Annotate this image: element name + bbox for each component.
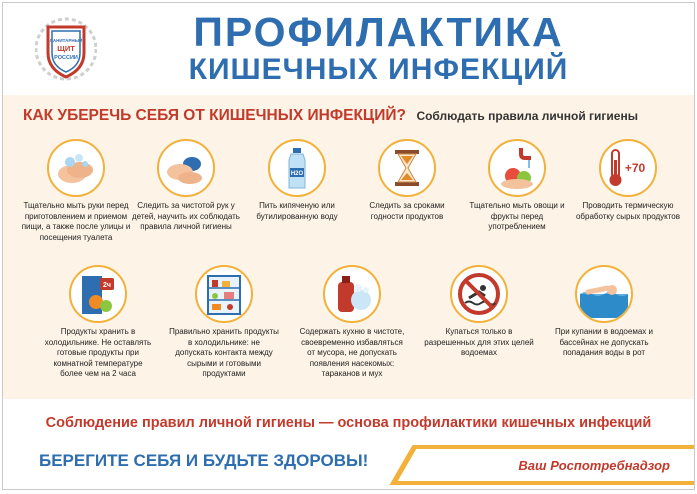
- tip-text: При купании в водоемах и бассейнах не допускать попадания воды в рот: [555, 327, 653, 357]
- tip-text: Содержать кухню в чистоте, своевременно избавляться от мусора, не допускать появления насекомых: тараканов и мух: [299, 327, 405, 378]
- tip-text: Следить за сроками годности продуктов: [369, 201, 445, 221]
- tip-text: Пить кипяченую или бутилированную воду: [256, 201, 338, 221]
- logo-line2: ЩИТ: [57, 44, 75, 53]
- hourglass-icon: [378, 139, 436, 197]
- tip-text: Купаться только в разрешенных для этих целей водоемах: [424, 327, 534, 357]
- logo-line3: РОССИИ: [54, 55, 78, 61]
- tip-clean-kitchen: [297, 265, 407, 380]
- hand-washing-icon: [47, 139, 105, 197]
- tip-text: Продукты хранить в холодильнике. Не оставлять готовые продукты при комнатной температуре более чем на 2 часа: [44, 327, 152, 378]
- footer-slogan: БЕРЕГИТЕ СЕБЯ И БУДЬТЕ ЗДОРОВЫ!: [39, 451, 369, 470]
- poster: [2, 2, 695, 490]
- header: [3, 3, 694, 95]
- bottle-label: H2O: [290, 171, 304, 177]
- tip-hand-washing: [21, 139, 131, 243]
- tip-wash-fruit: [462, 139, 572, 233]
- tip-heat: [573, 139, 683, 222]
- tip-text: Правильно хранить продукты в холодильнике: не допускать контакта между сырыми и готовыми продуктами: [169, 327, 279, 378]
- child-hands-icon: [157, 139, 215, 197]
- tip-fridge-shelves: [169, 265, 279, 380]
- subheading-question: КАК УБЕРЕЧЬ СЕБЯ ОТ КИШЕЧНЫХ ИНФЕКЦИЙ?: [23, 107, 406, 124]
- tip-no-water-mouth: [549, 265, 659, 359]
- subheading: [23, 107, 638, 125]
- fridge-shelves-icon: [195, 265, 253, 323]
- water-bottle-icon: [268, 139, 326, 197]
- footer-signature: Ваш Роспотребнадзор: [518, 458, 670, 473]
- subheading-answer: Соблюдать правила личной гигиены: [416, 109, 638, 123]
- tip-child-hands: [131, 139, 241, 233]
- fridge-food-icon: [69, 265, 127, 323]
- tip-expiry: [352, 139, 462, 222]
- no-swimming-icon: [450, 265, 508, 323]
- logo-line1: САНИТАРНЫЙ: [49, 38, 83, 43]
- tip-text: Проводить термическую обработку сырых продуктов: [575, 201, 681, 221]
- tip-text: Тщательно мыть руки перед приготовлением и приемом пищи, а также после улицы и посещения туалета: [21, 201, 131, 242]
- tip-water: [242, 139, 352, 222]
- tip-text: Тщательно мыть овощи и фрукты перед употреблением: [469, 201, 565, 231]
- tip-safe-swimming: [424, 265, 534, 359]
- thermometer-icon: [599, 139, 657, 197]
- cleaning-icon: [323, 265, 381, 323]
- tip-text: Следить за чистотой рук у детей, научить их соблюдать правила личной гигиены: [132, 201, 240, 231]
- footer-statement: Соблюдение правил личной гигиены — основа профилактики кишечных инфекций: [45, 415, 652, 431]
- swimmer-icon: [575, 265, 633, 323]
- fridge-timer-label: 2ч: [103, 282, 111, 289]
- tip-fridge-storage: [43, 265, 153, 380]
- washing-fruit-icon: [488, 139, 546, 197]
- page-title: ПРОФИЛАКТИКА: [193, 9, 564, 55]
- temperature-label: +70: [624, 161, 646, 175]
- page-subtitle: КИШЕЧНЫХ ИНФЕКЦИЙ: [188, 53, 569, 86]
